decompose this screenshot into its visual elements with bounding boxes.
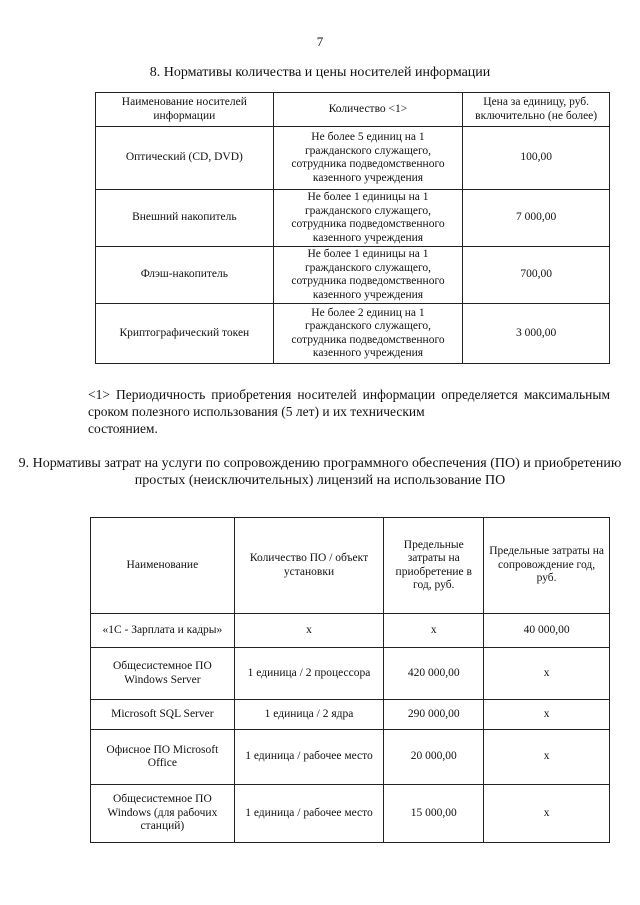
software-quantity: 1 единица / рабочее место (234, 785, 384, 843)
software-name: Общесистемное ПО Windows (для рабочих станций) (91, 785, 235, 843)
software-name: Microsoft SQL Server (91, 700, 235, 730)
table-row (91, 614, 610, 648)
media-quantity: Не более 1 единицы на 1 гражданского служащего, сотрудника подведомственного казенного учреждения (273, 247, 463, 304)
software-support-cost: х (484, 785, 610, 843)
table-row (96, 247, 610, 304)
software-quantity: х (234, 614, 384, 648)
software-support-cost: х (484, 700, 610, 730)
table-row (91, 648, 610, 700)
media-price: 700,00 (463, 247, 610, 304)
software-support-cost: 40 000,00 (484, 614, 610, 648)
software-costs-table (90, 517, 610, 843)
media-norms-table (95, 92, 610, 364)
software-quantity: 1 единица / 2 процессора (234, 648, 384, 700)
header-support-cost: Предельные затраты на сопровождение год, руб. (484, 518, 610, 614)
media-quantity: Не более 2 единиц на 1 гражданского служащего, сотрудника подведомственного казенного учреждения (273, 304, 463, 364)
software-name: Офисное ПО Microsoft Office (91, 730, 235, 785)
header-quantity: Количество ПО / объект установки (234, 518, 384, 614)
software-name: Общесистемное ПО Windows Server (91, 648, 235, 700)
header-quantity: Количество <1> (273, 93, 463, 127)
table-header-row (91, 518, 610, 614)
table-row (91, 700, 610, 730)
table-row (96, 190, 610, 247)
media-quantity: Не более 5 единиц на 1 гражданского служащего, сотрудника подведомственного казенного учреждения (273, 127, 463, 190)
table-row (91, 785, 610, 843)
table-row (96, 304, 610, 364)
software-purchase-cost: 290 000,00 (384, 700, 484, 730)
software-quantity: 1 единица / 2 ядра (234, 700, 384, 730)
header-media-name: Наименование носителей информации (96, 93, 274, 127)
media-price: 3 000,00 (463, 304, 610, 364)
software-support-cost: х (484, 730, 610, 785)
software-purchase-cost: 20 000,00 (384, 730, 484, 785)
header-name: Наименование (91, 518, 235, 614)
media-name: Внешний накопитель (96, 190, 274, 247)
table-header-row (96, 93, 610, 127)
footnote (88, 386, 610, 437)
media-price: 7 000,00 (463, 190, 610, 247)
table-row (96, 127, 610, 190)
media-name: Флэш-накопитель (96, 247, 274, 304)
software-purchase-cost: х (384, 614, 484, 648)
section8-title: 8. Нормативы количества и цены носителей информации (149, 65, 491, 80)
software-purchase-cost: 420 000,00 (384, 648, 484, 700)
table-row (91, 730, 610, 785)
media-name: Оптический (CD, DVD) (96, 127, 274, 190)
section9-title: 9. Нормативы затрат на услуги по сопровождению программного обеспечения (ПО) и приобретению простых (неисключительных) лицензий на использование ПО (18, 456, 622, 488)
software-quantity: 1 единица / рабочее место (234, 730, 384, 785)
media-price: 100,00 (463, 127, 610, 190)
header-purchase-cost: Предельные затраты на приобретение в год, руб. (384, 518, 484, 614)
page-number: 7 (316, 34, 324, 49)
footnote-last-line: состоянием. (88, 421, 158, 436)
media-quantity: Не более 1 единицы на 1 гражданского служащего, сотрудника подведомственного казенного учреждения (273, 190, 463, 247)
header-price: Цена за единицу, руб. включительно (не более) (463, 93, 610, 127)
media-name: Криптографический токен (96, 304, 274, 364)
software-purchase-cost: 15 000,00 (384, 785, 484, 843)
footnote-text: <1> Периодичность приобретения носителей информации определяется максимальным сроком полезного использования (5 лет) и их техническим (88, 387, 610, 419)
software-support-cost: х (484, 648, 610, 700)
software-name: «1С - Зарплата и кадры» (91, 614, 235, 648)
